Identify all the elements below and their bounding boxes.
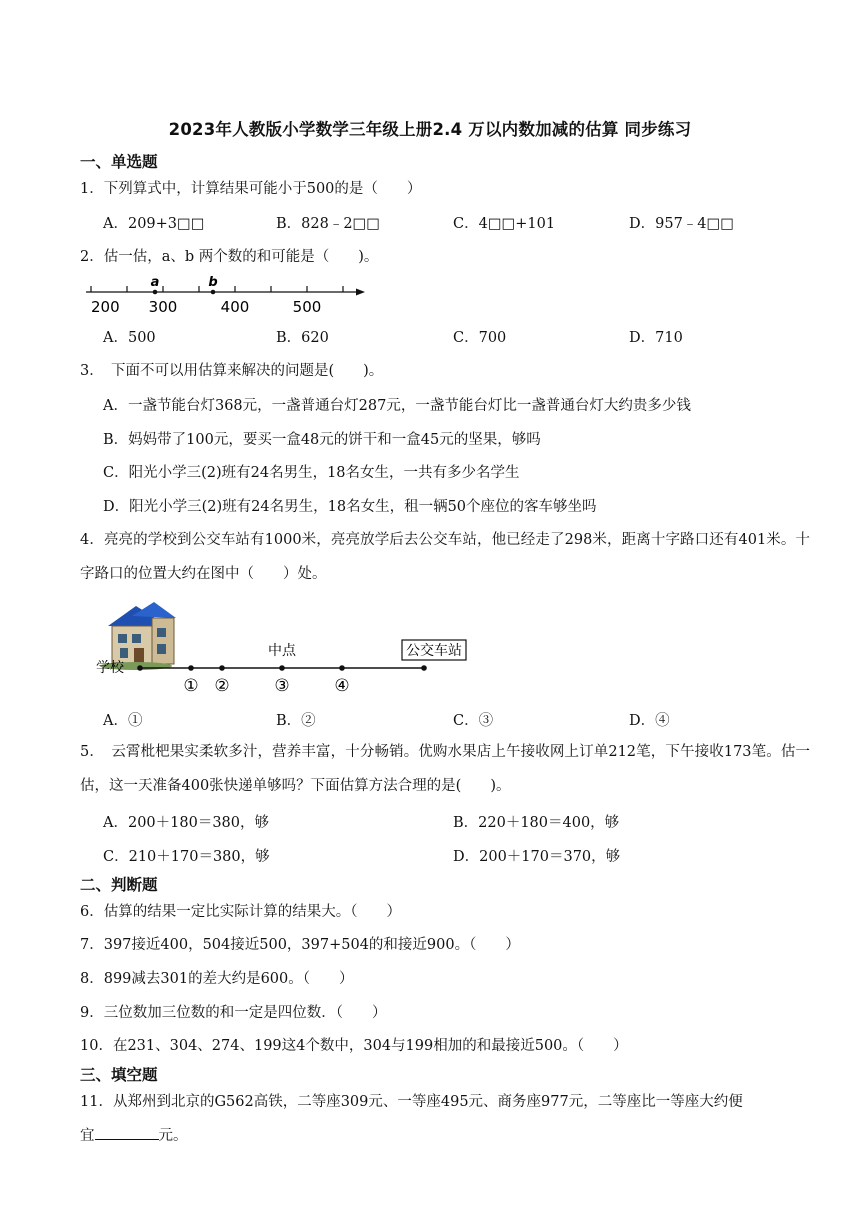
q3-option-c: C．阳光小学三(2)班有24名男生，18名女生，一共有多少名学生 (103, 465, 520, 481)
q2-option-b: B．620 (276, 330, 329, 346)
tick-label: 200 (91, 298, 120, 316)
question-1: 1．下列算式中，计算结果可能小于500的是（ ） (80, 181, 422, 197)
question-2: 2．估一估，a、b 两个数的和可能是（ )。 (80, 249, 379, 265)
mark-3: ③ (274, 676, 290, 696)
mark-1: ① (183, 676, 199, 696)
question-9: 9．三位数加三位数的和一定是四位数．（ ） (80, 1005, 387, 1021)
question-10: 10．在231、304、274、199这4个数中，304与199相加的和最接近500。（ ） (80, 1038, 628, 1054)
question-6: 6．估算的结果一定比实际计算的结果大。（ ） (80, 904, 401, 920)
mark-4: ④ (334, 676, 350, 696)
question-11-text-cont: 宜 (80, 1128, 95, 1144)
q2-option-a: A．500 (103, 330, 156, 346)
q5-option-d: D．200＋170＝370，够 (453, 849, 621, 865)
route-figure (96, 598, 476, 698)
q4-option-a: A．① (103, 713, 143, 729)
q2-option-c: C．700 (453, 330, 507, 346)
q2-option-d: D．710 (629, 330, 683, 346)
tick-label: 300 (148, 298, 178, 316)
q1-option-a: A．209+3□□ (103, 216, 205, 232)
q5-option-a: A．200＋180＝380，够 (103, 815, 269, 831)
question-4: 4．亮亮的学校到公交车站有1000米，亮亮放学后去公交车站，他已经走了298米，距离十字路口还有401米。十字路口的位置大约在图中（ ）处。 (80, 532, 810, 582)
section-fill-blank: 三、填空题 (80, 1066, 158, 1084)
q1-option-c: C．4□□+101 (453, 216, 556, 232)
q4-option-d: D．④ (629, 713, 670, 729)
question-8: 8．899减去301的差大约是600。（ ） (80, 971, 354, 987)
page-title: 2023年人教版小学数学三年级上册2.4 万以内数加减的估算 同步练习 (168, 120, 692, 139)
q5-option-b: B．220＋180＝400，够 (453, 815, 620, 831)
point-b-label: b (208, 275, 218, 290)
section-true-false: 二、判断题 (80, 876, 158, 894)
question-11 (80, 1091, 815, 1113)
mark-2: ② (214, 676, 230, 696)
question-3: 3． 下面不可以用估算来解决的问题是( )。 (80, 363, 384, 379)
q1-option-b: B．828﹣2□□ (276, 216, 380, 232)
number-line-figure (82, 272, 372, 320)
question-5: 5． 云霄枇杷果实柔软多汁，营养丰富，十分畅销。优购水果店上午接收网上订单212笔，下午接收173笔。估一估，这一天准备400张快递单够吗？下面估算方法合理的是( )。 (80, 744, 810, 794)
q1-option-d: D．957﹣4□□ (629, 216, 734, 232)
question-11-unit: 元。 (158, 1128, 188, 1144)
q3-option-b: B．妈妈带了100元，要买一盒48元的饼干和一盒45元的坚果，够吗 (103, 432, 541, 448)
station-label: 公交车站 (406, 643, 462, 659)
question-11-text: 11．从郑州到北京的G562高铁，二等座309元、一等座495元、商务座977元，二等座比一等座大约便 (80, 1094, 743, 1110)
question-7: 7．397接近400，504接近500，397+504的和接近900。（ ） (80, 937, 520, 953)
q3-option-d: D．阳光小学三(2)班有24名男生，18名女生，租一辆50个座位的客车够坐吗 (103, 499, 597, 515)
q4-option-b: B．② (276, 713, 316, 729)
q5-option-c: C．210＋170＝380，够 (103, 849, 270, 865)
q3-option-a: A．一盏节能台灯368元，一盏普通台灯287元，一盏节能台灯比一盏普通台灯大约贵多少钱 (103, 398, 691, 414)
answer-blank[interactable] (95, 1125, 159, 1140)
q4-option-c: C．③ (453, 713, 494, 729)
midpoint-label: 中点 (268, 643, 296, 659)
section-single-choice: 一、单选题 (80, 153, 158, 171)
tick-label: 500 (292, 298, 322, 316)
point-a-label: a (150, 275, 160, 290)
tick-label: 400 (220, 298, 250, 316)
school-label: 学校 (96, 660, 124, 676)
question-11-line2 (80, 1125, 810, 1147)
